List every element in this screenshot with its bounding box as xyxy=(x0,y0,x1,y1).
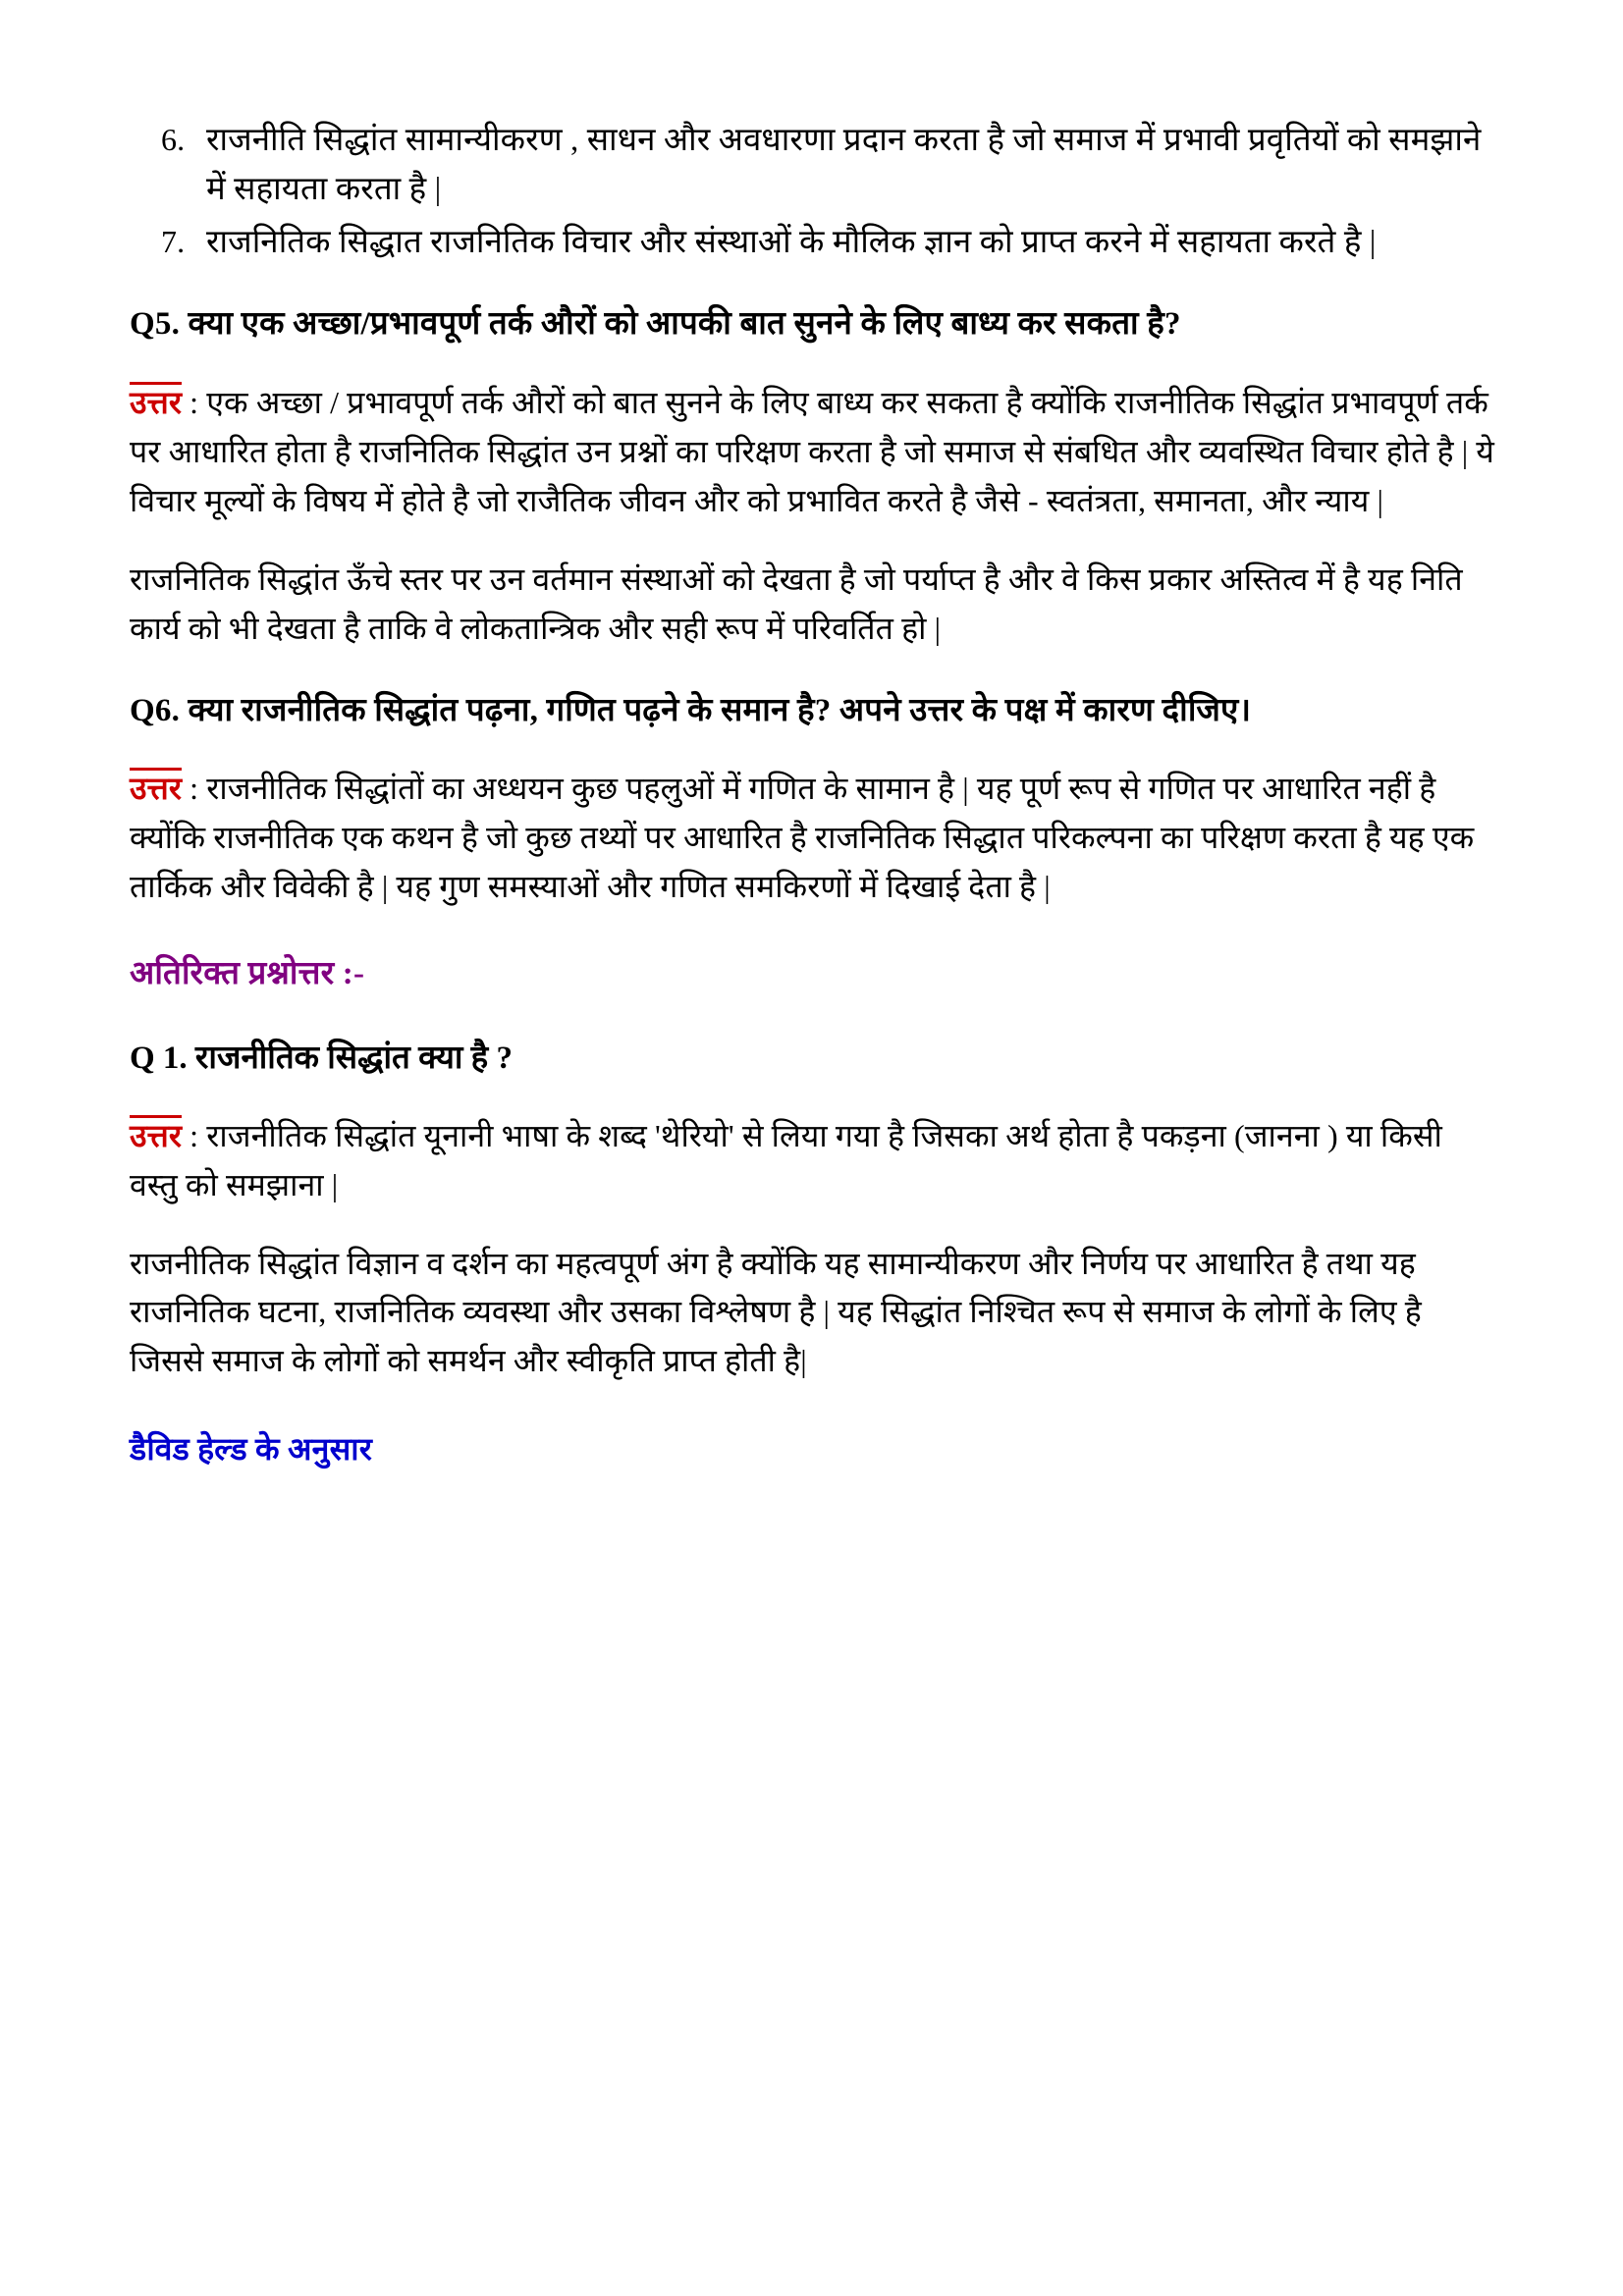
list-item-marker: 7. xyxy=(161,224,186,260)
numbered-points-list xyxy=(130,116,1494,267)
list-item-marker: 6. xyxy=(161,122,186,157)
q5-answer-paragraph-1 xyxy=(130,379,1494,526)
q6-answer-paragraph-1 xyxy=(130,765,1494,912)
list-item xyxy=(130,116,1494,214)
answer-text: राजनीतिक सिद्धांतों का अध्धयन कुछ पहलुओं में गणित के सामान है | यह पूर्ण रूप से गणित पर आधारित नहीं है क्योंकि राजनीतिक एक कथन है जो कुछ तथ्यों पर आधारित है राजनितिक सिद्धात परिकल्पना का परिक्षण करता है यह एक तार्किक और विवेकी है | यह गुण समस्याओं और गणित समकिरणों में दिखाई देता है | xyxy=(130,771,1475,904)
david-held-heading: डैविड हेल्ड के अनुसार xyxy=(130,1431,373,1468)
answer-separator: : xyxy=(182,384,207,420)
answer-text: राजनीतिक सिद्धांत यूनानी भाषा के शब्द 'थेरियो' से लिया गया है जिसका अर्थ होता है पकड़ना (जानना ) या किसी वस्तु को समझाना | xyxy=(130,1117,1442,1202)
page-content xyxy=(130,116,1494,1471)
list-item-text: राजनितिक सिद्धात राजनितिक विचार और संस्थाओं के मौलिक ज्ञान को प्राप्त करने में सहायता करते है | xyxy=(206,225,1377,261)
answer-label: उत्तर xyxy=(130,1115,182,1153)
extra-q1-heading: Q 1. राजनीतिक सिद्धांत क्या है ? xyxy=(130,1040,513,1076)
q6-heading: Q6. क्या राजनीतिक सिद्धांत पढ़ना, गणित पढ़ने के समान है? अपने उत्तर के पक्ष में कारण दीजिए। xyxy=(130,692,1252,728)
extra-questions-heading: अतिरिक्त प्रश्नोत्तर :- xyxy=(130,955,365,991)
answer-separator: : xyxy=(182,1117,207,1153)
extra-q1-answer-paragraph-2: राजनीतिक सिद्धांत विज्ञान व दर्शन का महत्वपूर्ण अंग है क्योंकि यह सामान्यीकरण और निर्णय पर आधारित है तथा यह राजनितिक घटना, राजनितिक व्यवस्था और उसका विश्लेषण है | यह सिद्धांत निश्चित रूप से समाज के लोगों के लिए है जिससे समाज के लोगों को समर्थन और स्वीकृति प्राप्त होती है| xyxy=(130,1245,1422,1379)
q5-heading: Q5. क्या एक अच्छा/प्रभावपूर्ण तर्क औरों को आपकी बात सुनने के लिए बाध्य कर सकता है? xyxy=(130,306,1181,343)
answer-separator: : xyxy=(182,771,207,806)
answer-label: उत्तर xyxy=(130,768,182,806)
list-item xyxy=(130,218,1494,267)
q5-answer-paragraph-2: राजनितिक सिद्धांत ऊँचे स्तर पर उन वर्तमान संस्थाओं को देखता है जो पर्याप्त है और वे किस प्रकार अस्तित्व में है यह निति कार्य को भी देखता है ताकि वे लोकतान्त्रिक और सही रूप में परिवर्तित हो | xyxy=(130,561,1463,646)
answer-label: उत्तर xyxy=(130,382,182,420)
answer-text: एक अच्छा / प्रभावपूर्ण तर्क औरों को बात सुनने के लिए बाध्य कर सकता है क्योंकि राजनीतिक सिद्धांत प्रभावपूर्ण तर्क पर आधारित होता है राजनितिक सिद्धांत उन प्रश्नों का परिक्षण करता है जो समाज से संबधित और व्यवस्थित विचार होते है | ये विचार मूल्यों के विषय में होते है जो राजैतिक जीवन और को प्रभावित करते है जैसे - स्वतंत्रता, समानता, और न्याय | xyxy=(130,384,1494,518)
extra-q1-answer-paragraph-1 xyxy=(130,1112,1494,1210)
list-item-text: राजनीति सिद्धांत सामान्यीकरण , साधन और अवधारणा प्रदान करता है जो समाज में प्रभावी प्रवृतियों को समझाने में सहायता करता है | xyxy=(206,123,1482,208)
